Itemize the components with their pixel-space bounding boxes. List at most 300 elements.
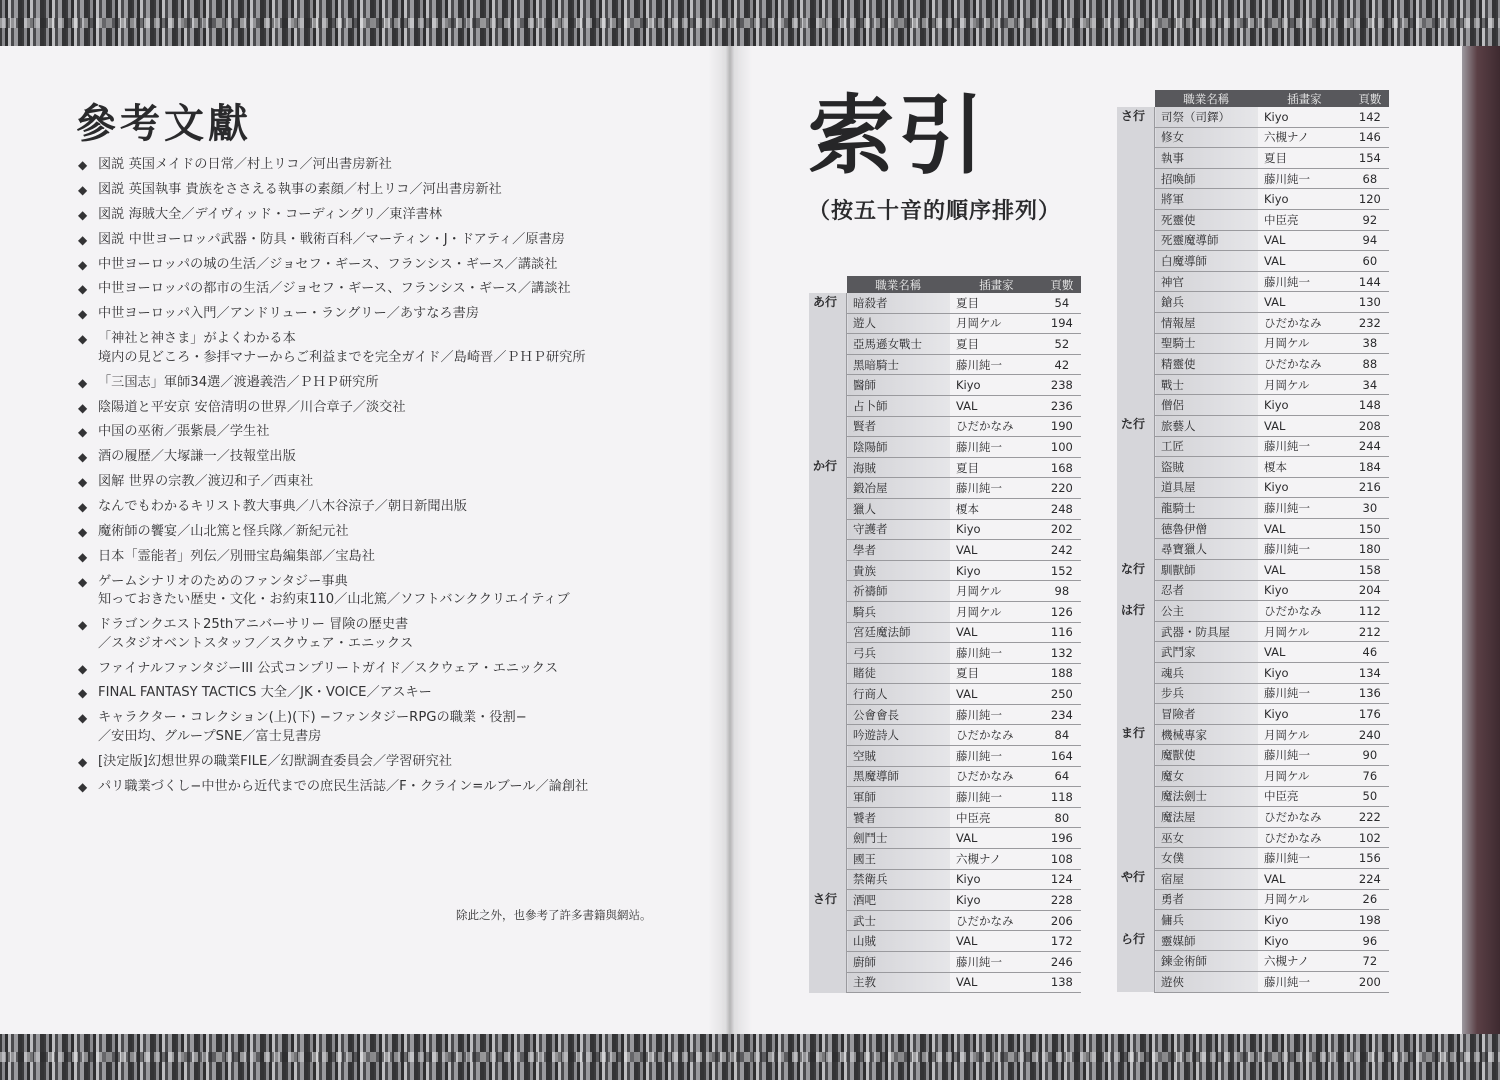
- illustrator-cell: 六槻ナノ: [950, 849, 1043, 870]
- illustrator-cell: 藤川純一: [950, 746, 1043, 767]
- page-cell: 34: [1351, 374, 1389, 395]
- diamond-bullet-icon: ◆: [78, 425, 88, 440]
- reference-text: 中世ヨーロッパ入門／アンドリュー・ラングリー／あすなろ書房: [98, 306, 479, 322]
- references-footnote: 除此之外，也參考了許多書籍與網站。: [456, 908, 652, 922]
- job-name-cell: 白魔導師: [1155, 251, 1258, 272]
- reference-item: [78, 523, 678, 542]
- job-name-cell: 傭兵: [1155, 910, 1258, 931]
- job-name-cell: 主教: [847, 972, 950, 993]
- page-cell: 200: [1351, 971, 1389, 992]
- table-row: [809, 766, 1081, 787]
- table-row: [809, 313, 1081, 334]
- index-table-2: [1117, 90, 1389, 993]
- reference-text: キャラクター・コレクション(上)(下) −ファンタジーRPGの職業・役割−: [98, 710, 527, 726]
- page-cell: 220: [1043, 478, 1081, 499]
- reference-item: [78, 448, 678, 467]
- table-row: [809, 910, 1081, 931]
- reference-text: [決定版]幻想世界の職業FILE／幻獣調査委員会／学習研究社: [98, 753, 452, 769]
- page-cell: 146: [1351, 127, 1389, 148]
- job-name-cell: 獵人: [847, 498, 950, 519]
- illustrator-cell: 榎本: [1258, 457, 1351, 478]
- illustrator-cell: VAL: [1258, 642, 1351, 663]
- job-name-cell: 龍騎士: [1155, 498, 1258, 519]
- reference-text: 「神社と神さま」がよくわかる本: [98, 331, 296, 347]
- illustrator-cell: 夏目: [1258, 148, 1351, 169]
- table-row: [1117, 395, 1389, 416]
- reference-item: [78, 573, 678, 610]
- page-cell: 232: [1351, 312, 1389, 333]
- job-name-cell: 亞馬遜女戰士: [847, 334, 950, 355]
- table-row: [809, 498, 1081, 519]
- illustrator-cell: 藤川純一: [950, 354, 1043, 375]
- illustrator-cell: ひだかなみ: [1258, 354, 1351, 375]
- page-cell: 96: [1351, 930, 1389, 951]
- job-name-cell: 空賊: [847, 746, 950, 767]
- page-cell: 152: [1043, 560, 1081, 581]
- reference-item: [78, 660, 678, 679]
- illustrator-cell: Kiyo: [950, 519, 1043, 540]
- table-row: [1117, 189, 1389, 210]
- table-row: [1117, 724, 1389, 745]
- illustrator-cell: 月岡ケル: [1258, 889, 1351, 910]
- job-name-cell: 騎兵: [847, 601, 950, 622]
- table-row: [1117, 230, 1389, 251]
- job-name-cell: 靈媒師: [1155, 930, 1258, 951]
- group-label: さ行: [809, 890, 847, 993]
- job-name-cell: 武鬥家: [1155, 642, 1258, 663]
- page-cell: 60: [1351, 251, 1389, 272]
- page-cell: 136: [1351, 683, 1389, 704]
- page-cell: 238: [1043, 375, 1081, 396]
- illustrator-cell: 藤川純一: [1258, 683, 1351, 704]
- illustrator-cell: Kiyo: [1258, 910, 1351, 931]
- illustrator-cell: Kiyo: [950, 560, 1043, 581]
- diamond-bullet-icon: ◆: [78, 207, 88, 222]
- job-name-cell: 修女: [1155, 127, 1258, 148]
- reference-text: 図説 英国執事 貴族をささえる執事の素顔／村上リコ／河出書房新社: [98, 181, 502, 197]
- job-name-cell: 弓兵: [847, 643, 950, 664]
- reference-item: [78, 684, 678, 703]
- page-cell: 80: [1043, 807, 1081, 828]
- page-cell: 130: [1351, 292, 1389, 313]
- illustrator-cell: VAL: [950, 540, 1043, 561]
- top-ornament-border: [0, 0, 1500, 46]
- header-page: 頁數: [1351, 90, 1389, 107]
- page-cell: 224: [1351, 868, 1389, 889]
- table-row: [809, 972, 1081, 993]
- table-row: [1117, 498, 1389, 519]
- illustrator-cell: 六槻ナノ: [1258, 951, 1351, 972]
- table-row: [809, 869, 1081, 890]
- book-edge: [1462, 0, 1500, 1080]
- job-name-cell: 步兵: [1155, 683, 1258, 704]
- page-cell: 88: [1351, 354, 1389, 375]
- diamond-bullet-icon: ◆: [78, 400, 88, 415]
- group-label: さ行: [1117, 107, 1155, 415]
- diamond-bullet-icon: ◆: [78, 182, 88, 197]
- job-name-cell: 勇者: [1155, 889, 1258, 910]
- illustrator-cell: 藤川純一: [950, 704, 1043, 725]
- table-row: [1117, 807, 1389, 828]
- page-cell: 38: [1351, 333, 1389, 354]
- job-name-cell: 暗殺者: [847, 293, 950, 313]
- table-row: [1117, 971, 1389, 992]
- illustrator-cell: 藤川純一: [1258, 271, 1351, 292]
- illustrator-cell: VAL: [950, 622, 1043, 643]
- header-group-cell: [809, 276, 847, 293]
- table-row: [1117, 518, 1389, 539]
- table-row: [1117, 560, 1389, 581]
- page-cell: 244: [1351, 436, 1389, 457]
- page-cell: 92: [1351, 209, 1389, 230]
- diamond-bullet-icon: ◆: [78, 686, 88, 701]
- job-name-cell: 女僕: [1155, 848, 1258, 869]
- reference-text: 魔術師の饗宴／山北篤と怪兵隊／新紀元社: [98, 523, 349, 539]
- table-row: [1117, 745, 1389, 766]
- page-cell: 132: [1043, 643, 1081, 664]
- page-cell: 222: [1351, 807, 1389, 828]
- table-row: [1117, 621, 1389, 642]
- illustrator-cell: Kiyo: [950, 890, 1043, 911]
- header-group-cell: [1117, 90, 1155, 107]
- table-row: [809, 395, 1081, 416]
- illustrator-cell: 藤川純一: [1258, 168, 1351, 189]
- job-name-cell: 鍊金術師: [1155, 951, 1258, 972]
- illustrator-cell: VAL: [950, 395, 1043, 416]
- reference-text: 図解 世界の宗教／渡辺和子／西東社: [98, 474, 314, 490]
- diamond-bullet-icon: ◆: [78, 500, 88, 515]
- job-name-cell: 忍者: [1155, 580, 1258, 601]
- group-label: か行: [809, 457, 847, 889]
- job-name-cell: 旅藝人: [1155, 415, 1258, 436]
- table-row: [809, 519, 1081, 540]
- diamond-bullet-icon: ◆: [78, 257, 88, 272]
- page-cell: 198: [1351, 910, 1389, 931]
- job-name-cell: 遊人: [847, 313, 950, 334]
- page-cell: 46: [1351, 642, 1389, 663]
- page-cell: 126: [1043, 601, 1081, 622]
- job-name-cell: 戰士: [1155, 374, 1258, 395]
- illustrator-cell: 夏目: [950, 457, 1043, 478]
- diamond-bullet-icon: ◆: [78, 307, 88, 322]
- table-row: [1117, 889, 1389, 910]
- table-row: [1117, 766, 1389, 787]
- page-cell: 212: [1351, 621, 1389, 642]
- index-table-1: [809, 276, 1081, 993]
- reference-text: 図説 英国メイドの日常／村上リコ／河出書房新社: [98, 157, 392, 172]
- diamond-bullet-icon: ◆: [78, 524, 88, 539]
- table-row: [1117, 415, 1389, 436]
- table-row: [1117, 663, 1389, 684]
- page-cell: 144: [1351, 271, 1389, 292]
- job-name-cell: 死靈魔導師: [1155, 230, 1258, 251]
- page-cell: 158: [1351, 560, 1389, 581]
- job-name-cell: 陰陽師: [847, 437, 950, 458]
- page-cell: 150: [1351, 518, 1389, 539]
- page-cell: 108: [1043, 849, 1081, 870]
- job-name-cell: 廚師: [847, 952, 950, 973]
- table-row: [809, 354, 1081, 375]
- table-row: [1117, 209, 1389, 230]
- illustrator-cell: Kiyo: [1258, 189, 1351, 210]
- table-row: [1117, 683, 1389, 704]
- references-title: 參考文獻: [76, 100, 252, 147]
- page-cell: 206: [1043, 910, 1081, 931]
- table-row: [809, 704, 1081, 725]
- page-cell: 164: [1043, 746, 1081, 767]
- diamond-bullet-icon: ◆: [78, 618, 88, 633]
- illustrator-cell: Kiyo: [1258, 663, 1351, 684]
- illustrator-cell: VAL: [1258, 251, 1351, 272]
- reference-text: ファイナルファンタジーIII 公式コンプリートガイド／スクウェア・エニックス: [98, 660, 559, 676]
- reference-item: [78, 231, 678, 250]
- header-illustrator: 插畫家: [1258, 90, 1351, 107]
- illustrator-cell: VAL: [1258, 292, 1351, 313]
- illustrator-cell: 月岡ケル: [1258, 621, 1351, 642]
- table-header-row: [809, 276, 1081, 293]
- page-cell: 172: [1043, 931, 1081, 952]
- reference-item: [78, 548, 678, 567]
- illustrator-cell: 藤川純一: [1258, 436, 1351, 457]
- page-cell: 54: [1043, 293, 1081, 313]
- group-label: あ行: [809, 293, 847, 457]
- reference-text: 酒の履歴／大塚謙一／技報堂出版: [98, 449, 296, 465]
- table-row: [1117, 951, 1389, 972]
- reference-text: なんでもわかるキリスト教大事典／八木谷涼子／朝日新聞出版: [98, 499, 467, 515]
- illustrator-cell: 藤川純一: [950, 437, 1043, 458]
- table-row: [1117, 704, 1389, 725]
- job-name-cell: 軍師: [847, 787, 950, 808]
- group-label: な行: [1117, 560, 1155, 601]
- illustrator-cell: 榎本: [950, 498, 1043, 519]
- illustrator-cell: 藤川純一: [950, 952, 1043, 973]
- illustrator-cell: ひだかなみ: [950, 910, 1043, 931]
- table-row: [1117, 848, 1389, 869]
- page-cell: 112: [1351, 601, 1389, 622]
- job-name-cell: 饕者: [847, 807, 950, 828]
- illustrator-cell: 月岡ケル: [1258, 724, 1351, 745]
- page-cell: 202: [1043, 519, 1081, 540]
- diamond-bullet-icon: ◆: [78, 475, 88, 490]
- reference-item: [78, 206, 678, 225]
- table-row: [809, 663, 1081, 684]
- page-cell: 168: [1043, 457, 1081, 478]
- illustrator-cell: 月岡ケル: [1258, 766, 1351, 787]
- reference-item: [78, 709, 678, 746]
- job-name-cell: 武士: [847, 910, 950, 931]
- page-cell: 98: [1043, 581, 1081, 602]
- header-page: 頁數: [1043, 276, 1081, 293]
- job-name-cell: 賢者: [847, 416, 950, 437]
- illustrator-cell: ひだかなみ: [1258, 807, 1351, 828]
- illustrator-cell: 藤川純一: [1258, 971, 1351, 992]
- job-name-cell: 吟遊詩人: [847, 725, 950, 746]
- reference-text: 中国の巫術／張紫晨／学生社: [98, 424, 270, 440]
- page-cell: 94: [1351, 230, 1389, 251]
- diamond-bullet-icon: ◆: [78, 549, 88, 564]
- bottom-ornament-border: [0, 1034, 1500, 1080]
- reference-text: 図説 中世ヨーロッパ武器・防具・戦術百科／マーティン・J・ドアティ／原書房: [98, 231, 565, 247]
- illustrator-cell: Kiyo: [1258, 704, 1351, 725]
- job-name-cell: 禁衛兵: [847, 869, 950, 890]
- illustrator-cell: VAL: [950, 684, 1043, 705]
- reference-item: [78, 473, 678, 492]
- illustrator-cell: ひだかなみ: [950, 766, 1043, 787]
- page-cell: 148: [1351, 395, 1389, 416]
- table-row: [809, 601, 1081, 622]
- table-row: [1117, 477, 1389, 498]
- illustrator-cell: 月岡ケル: [1258, 374, 1351, 395]
- table-row: [1117, 127, 1389, 148]
- job-name-cell: 祈禱師: [847, 581, 950, 602]
- table-row: [809, 375, 1081, 396]
- job-name-cell: 公主: [1155, 601, 1258, 622]
- page-cell: 124: [1043, 869, 1081, 890]
- page-cell: 250: [1043, 684, 1081, 705]
- page-cell: 242: [1043, 540, 1081, 561]
- table-row: [809, 437, 1081, 458]
- illustrator-cell: VAL: [1258, 868, 1351, 889]
- table-row: [809, 416, 1081, 437]
- job-name-cell: 僧侶: [1155, 395, 1258, 416]
- reference-text: ／安田均、グループSNE／富士見書房: [98, 728, 322, 744]
- illustrator-cell: 藤川純一: [1258, 848, 1351, 869]
- table-row: [1117, 168, 1389, 189]
- job-name-cell: 貴族: [847, 560, 950, 581]
- table-row: [809, 622, 1081, 643]
- job-name-cell: 遊俠: [1155, 971, 1258, 992]
- table-row: [809, 849, 1081, 870]
- illustrator-cell: 夏目: [950, 663, 1043, 684]
- job-name-cell: 尋寶獵人: [1155, 539, 1258, 560]
- job-name-cell: 德魯伊僧: [1155, 518, 1258, 539]
- group-label: は行: [1117, 601, 1155, 725]
- illustrator-cell: 藤川純一: [1258, 498, 1351, 519]
- job-name-cell: 招喚師: [1155, 168, 1258, 189]
- table-row: [809, 560, 1081, 581]
- job-name-cell: 黑暗騎士: [847, 354, 950, 375]
- book-gutter: [708, 0, 752, 1080]
- illustrator-cell: VAL: [950, 828, 1043, 849]
- page-cell: 84: [1043, 725, 1081, 746]
- table-row: [809, 807, 1081, 828]
- illustrator-cell: Kiyo: [1258, 107, 1351, 127]
- job-name-cell: 司祭（司鐸）: [1155, 107, 1258, 127]
- job-name-cell: 守護者: [847, 519, 950, 540]
- page-cell: 188: [1043, 663, 1081, 684]
- reference-text: 中世ヨーロッパの都市の生活／ジョセフ・ギース、フランシス・ギース／講談社: [98, 281, 571, 297]
- reference-text: 中世ヨーロッパの城の生活／ジョセフ・ギース、フランシス・ギース／講談社: [98, 256, 558, 272]
- table-row: [1117, 786, 1389, 807]
- illustrator-cell: 月岡ケル: [1258, 333, 1351, 354]
- job-name-cell: 盜賊: [1155, 457, 1258, 478]
- diamond-bullet-icon: ◆: [78, 332, 88, 347]
- job-name-cell: 醫師: [847, 375, 950, 396]
- illustrator-cell: Kiyo: [950, 869, 1043, 890]
- table-row: [1117, 148, 1389, 169]
- illustrator-cell: 藤川純一: [950, 787, 1043, 808]
- job-name-cell: 鍛冶屋: [847, 478, 950, 499]
- page-cell: 228: [1043, 890, 1081, 911]
- group-label: た行: [1117, 415, 1155, 559]
- table-row: [809, 952, 1081, 973]
- table-row: [1117, 580, 1389, 601]
- illustrator-cell: VAL: [1258, 518, 1351, 539]
- table-row: [1117, 436, 1389, 457]
- page-cell: 64: [1043, 766, 1081, 787]
- job-name-cell: 占卜師: [847, 395, 950, 416]
- job-name-cell: 宮廷魔法師: [847, 622, 950, 643]
- page-cell: 50: [1351, 786, 1389, 807]
- header-job: 職業名稱: [1155, 90, 1258, 107]
- page-cell: 52: [1043, 334, 1081, 355]
- job-name-cell: 魔女: [1155, 766, 1258, 787]
- job-name-cell: 黑魔導師: [847, 766, 950, 787]
- job-name-cell: 海賊: [847, 457, 950, 478]
- page-cell: 116: [1043, 622, 1081, 643]
- table-row: [809, 643, 1081, 664]
- table-row: [809, 457, 1081, 478]
- table-row: [1117, 292, 1389, 313]
- table-row: [1117, 601, 1389, 622]
- page-cell: 184: [1351, 457, 1389, 478]
- illustrator-cell: Kiyo: [950, 375, 1043, 396]
- illustrator-cell: 藤川純一: [1258, 539, 1351, 560]
- diamond-bullet-icon: ◆: [78, 779, 88, 794]
- illustrator-cell: VAL: [1258, 230, 1351, 251]
- page-cell: 102: [1351, 827, 1389, 848]
- job-name-cell: 神官: [1155, 271, 1258, 292]
- page-cell: 42: [1043, 354, 1081, 375]
- reference-item: [78, 423, 678, 442]
- illustrator-cell: Kiyo: [1258, 580, 1351, 601]
- table-row: [1117, 827, 1389, 848]
- job-name-cell: 將軍: [1155, 189, 1258, 210]
- group-label: や行: [1117, 868, 1155, 930]
- page-cell: 246: [1043, 952, 1081, 973]
- job-name-cell: 劍鬥士: [847, 828, 950, 849]
- illustrator-cell: VAL: [1258, 415, 1351, 436]
- job-name-cell: 情報屋: [1155, 312, 1258, 333]
- diamond-bullet-icon: ◆: [78, 158, 88, 172]
- table-row: [1117, 333, 1389, 354]
- illustrator-cell: ひだかなみ: [1258, 601, 1351, 622]
- page-cell: 208: [1351, 415, 1389, 436]
- reference-item: [78, 753, 678, 772]
- job-name-cell: 武器・防具屋: [1155, 621, 1258, 642]
- page-cell: 72: [1351, 951, 1389, 972]
- table-row: [1117, 868, 1389, 889]
- reference-text: 日本「霊能者」列伝／別冊宝島編集部／宝島社: [98, 548, 375, 564]
- job-name-cell: 冒險者: [1155, 704, 1258, 725]
- job-name-cell: 酒吧: [847, 890, 950, 911]
- table-row: [1117, 312, 1389, 333]
- diamond-bullet-icon: ◆: [78, 232, 88, 247]
- reference-text: ドラゴンクエスト25thアニバーサリー 冒険の歴史書: [98, 617, 409, 633]
- job-name-cell: 山賊: [847, 931, 950, 952]
- job-name-cell: 宿屋: [1155, 868, 1258, 889]
- references-list: [78, 156, 678, 802]
- table-row: [809, 581, 1081, 602]
- table-row: [1117, 930, 1389, 951]
- illustrator-cell: VAL: [950, 972, 1043, 993]
- reference-item: [78, 305, 678, 324]
- page-cell: 234: [1043, 704, 1081, 725]
- illustrator-cell: Kiyo: [1258, 395, 1351, 416]
- illustrator-cell: 藤川純一: [950, 478, 1043, 499]
- table-row: [809, 334, 1081, 355]
- reference-text: 境内の見どころ・参拝マナーからご利益までを完全ガイド／島崎晋／ＰＨＰ研究所: [98, 349, 586, 365]
